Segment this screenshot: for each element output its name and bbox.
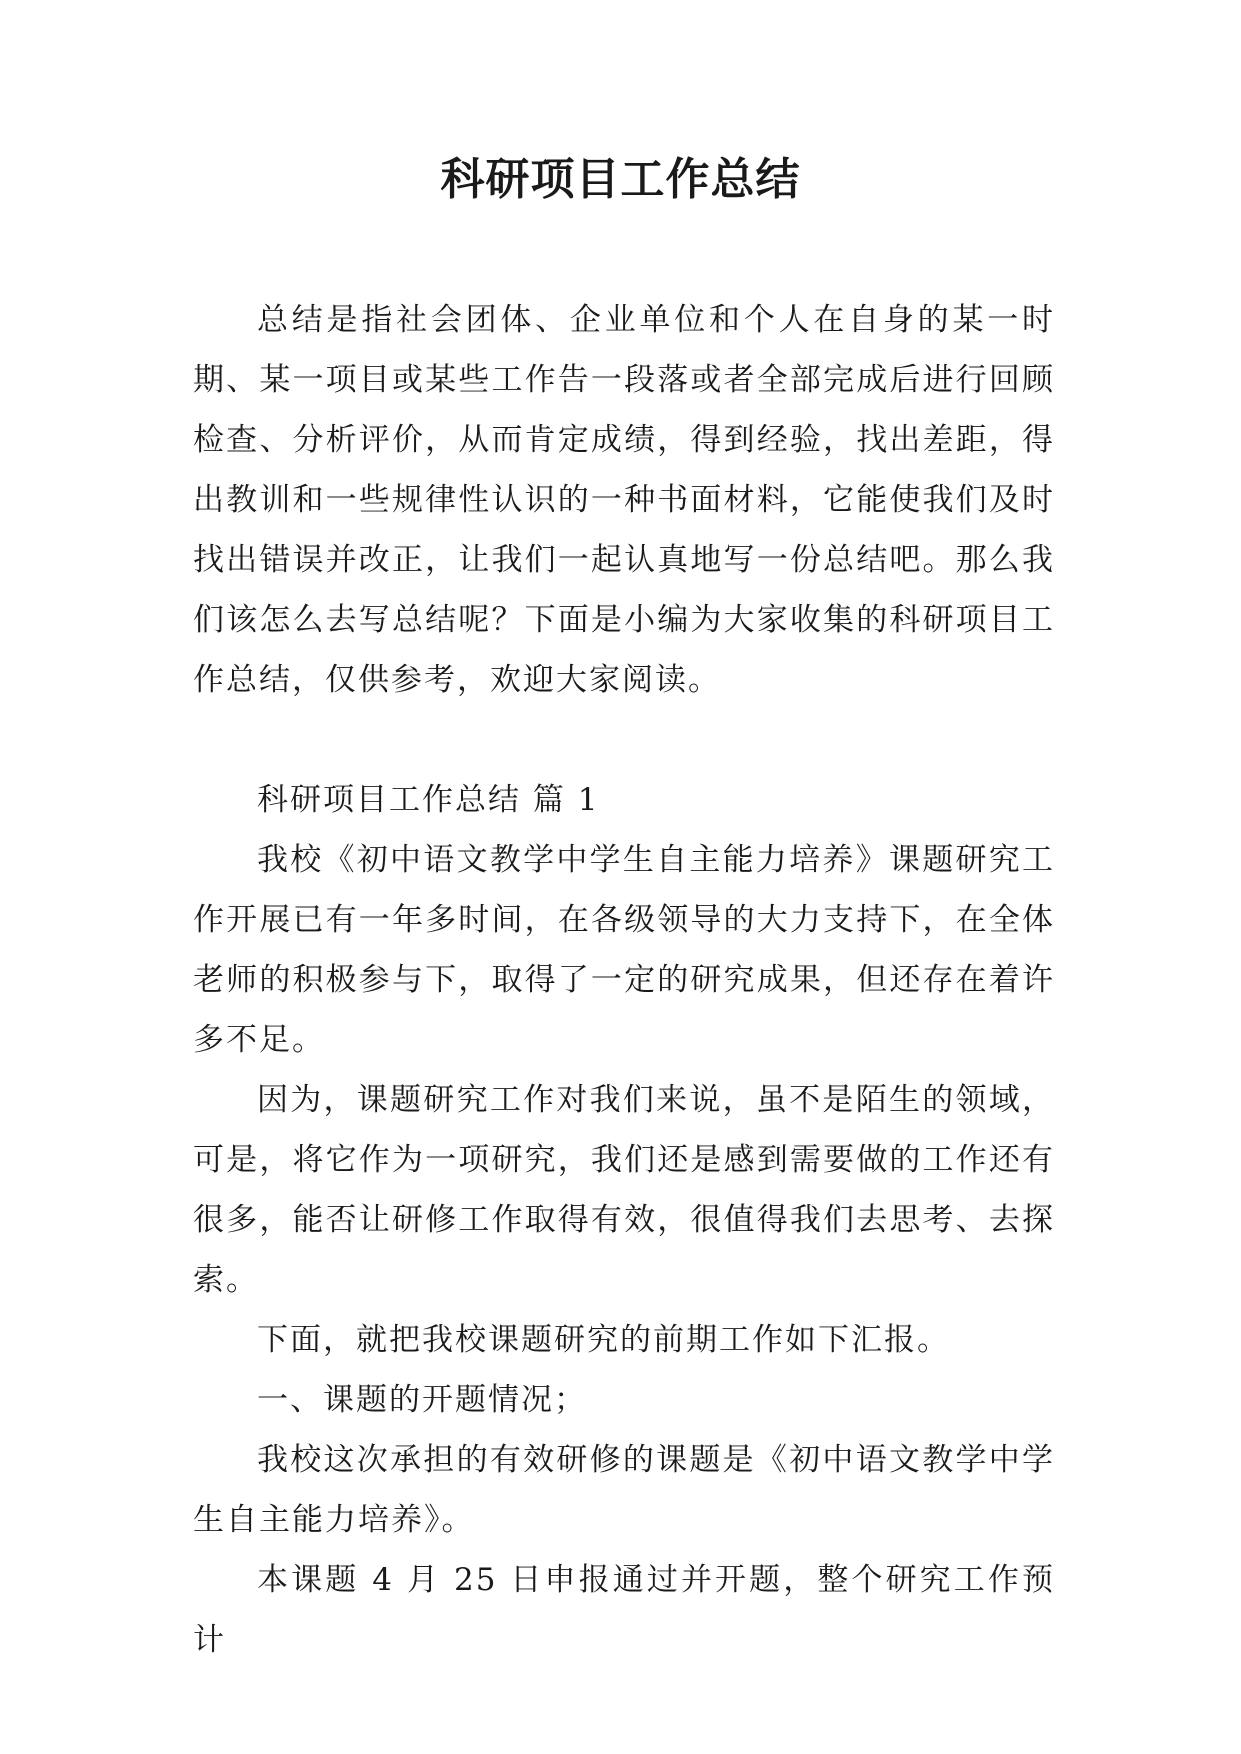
intro-paragraph: 总结是指社会团体、企业单位和个人在自身的某一时期、某一项目或某些工作告一段落或者全部完成后进行回顾检查、分析评价，从而肯定成绩，得到经验，找出差距，得出教训和一些规律性认识的一种书面材料，它能使我们及时找出错误并改正，让我们一起认真地写一份总结吧。那么我们该怎么去写总结呢？下面是小编为大家收集的科研项目工作总结，仅供参考，欢迎大家阅读。: [193, 302, 1055, 698]
body-paragraph: 我校《初中语文教学中学生自主能力培养》课题研究工作开展已有一年多时间，在各级领导的大力支持下，在全体老师的积极参与下，取得了一定的研究成果，但还存在着许多不足。: [193, 842, 1055, 1058]
body-paragraph: 本课题 4 月 25 日申报通过并开题，整个研究工作预计: [193, 1562, 1055, 1658]
body-paragraph: 下面，就把我校课题研究的前期工作如下汇报。: [257, 1322, 950, 1358]
document-title: 科研项目工作总结: [440, 154, 801, 205]
body-paragraph: 一、课题的开题情况；: [257, 1382, 587, 1418]
body-paragraph: 我校这次承担的有效研修的课题是《初中语文教学中学生自主能力培养》。: [193, 1442, 1055, 1538]
body-paragraph: 因为，课题研究工作对我们来说，虽不是陌生的领域，可是，将它作为一项研究，我们还是感到需要做的工作还有很多，能否让研修工作取得有效，很值得我们去思考、去探索。: [193, 1082, 1055, 1298]
document-body: [193, 290, 1055, 1670]
section-heading: 科研项目工作总结 篇 1: [257, 782, 600, 818]
